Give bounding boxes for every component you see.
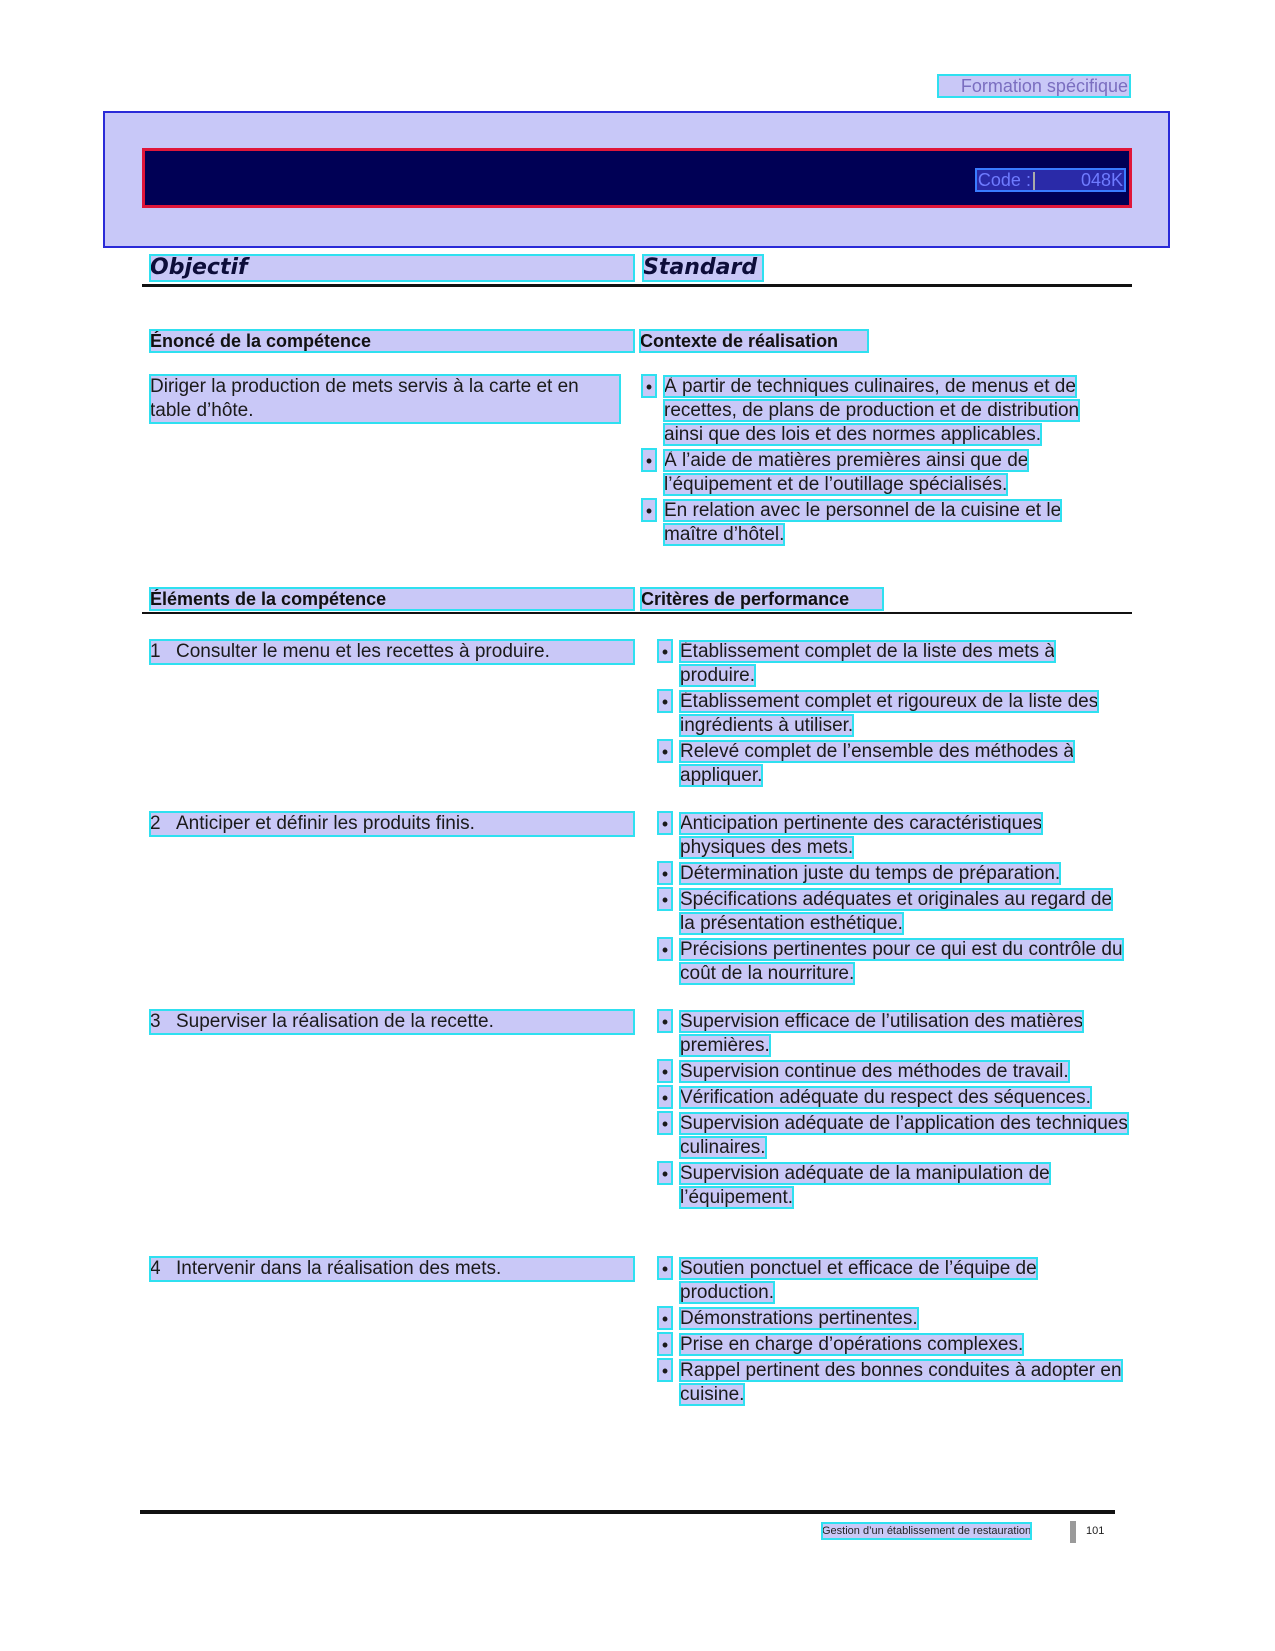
criterion-item (661, 938, 1130, 986)
competence-statement: Diriger la production de mets servis à la carte et en table d’hôte. (150, 375, 620, 423)
criterion-item-text: Supervision efficace de l’utilisation des matières premières. (680, 1011, 1084, 1056)
bullet-icon: • (658, 690, 672, 712)
bullet-icon: • (658, 1359, 672, 1381)
competence-elements-heading: Éléments de la compétence (150, 588, 634, 610)
criterion-item-text: Détermination juste du temps de préparation. (680, 863, 1061, 884)
element-number: 2 (150, 813, 161, 834)
footer-separator (1070, 1521, 1076, 1543)
code-label: Code : (977, 170, 1031, 190)
criterion-item (661, 862, 1130, 886)
bullet-icon: • (658, 1307, 672, 1329)
criterion-item-text: Soutien ponctuel et efficace de l’équipe de production. (680, 1258, 1037, 1303)
code-separator (1033, 172, 1035, 190)
document-section-label: Formation spécifique (938, 75, 1130, 97)
criterion-item (661, 1307, 1130, 1331)
competence-statement-heading: Énoncé de la compétence (150, 330, 634, 352)
criterion-item (661, 690, 1130, 738)
criterion-item (661, 640, 1130, 688)
code-banner (142, 148, 1132, 208)
element-number: 4 (150, 1258, 161, 1279)
bullet-icon: • (658, 812, 672, 834)
criterion-item-text: Supervision adéquate de l’application des techniques culinaires. (680, 1113, 1128, 1158)
criterion-item-text: Démonstrations pertinentes. (680, 1308, 918, 1329)
section-rule (142, 612, 1132, 614)
element-label: Anticiper et définir les produits finis. (176, 813, 475, 834)
bullet-icon: • (658, 1333, 672, 1355)
competence-element-1 (150, 640, 634, 664)
element-number: 1 (150, 641, 161, 662)
performance-criteria-heading: Critères de performance (641, 588, 883, 610)
code-value: 048K (1080, 170, 1123, 190)
realization-context-list (645, 375, 1119, 549)
criterion-item-text: Vérification adéquate du respect des séquences. (680, 1087, 1091, 1108)
criterion-item-text: Établissement complet et rigoureux de la liste des ingrédients à utiliser. (680, 691, 1099, 736)
criterion-item (661, 1162, 1130, 1210)
bullet-icon: • (658, 1086, 672, 1108)
standard-column-heading: Standard (643, 255, 763, 281)
criterion-item (661, 888, 1130, 936)
code-field (976, 169, 1125, 191)
performance-criteria-list (661, 640, 1130, 790)
context-bullet-item-text: À partir de techniques culinaires, de menus et de recettes, de plans de production et de distribution ainsi que des lois et des normes applicables. (664, 376, 1080, 445)
criterion-item-text: Supervision adéquate de la manipulation de l’équipement. (680, 1163, 1050, 1208)
criterion-item-text: Rappel pertinent des bonnes conduites à adopter en cuisine. (680, 1360, 1122, 1405)
criterion-item (661, 740, 1130, 788)
competence-element-3 (150, 1010, 634, 1034)
bullet-icon: • (658, 1010, 672, 1032)
bullet-icon: • (642, 375, 656, 397)
footer-page-number: 101 (1086, 1525, 1105, 1537)
bullet-icon: • (658, 1257, 672, 1279)
bullet-icon: • (658, 938, 672, 960)
element-label: Intervenir dans la réalisation des mets. (176, 1258, 502, 1279)
criterion-item (661, 1060, 1130, 1084)
performance-criteria-list (661, 1257, 1130, 1409)
context-bullet-item-text: En relation avec le personnel de la cuisine et le maître d’hôtel. (664, 500, 1062, 545)
element-number: 3 (150, 1011, 161, 1032)
performance-criteria-list (661, 1010, 1130, 1212)
competence-element-4 (150, 1257, 634, 1281)
criterion-item-text: Supervision continue des méthodes de travail. (680, 1061, 1069, 1082)
criterion-item (661, 812, 1130, 860)
footer-rule (140, 1510, 1115, 1514)
criterion-item (661, 1257, 1130, 1305)
element-label: Superviser la réalisation de la recette. (176, 1011, 494, 1032)
criterion-item (661, 1086, 1130, 1110)
performance-criteria-list (661, 812, 1130, 988)
bullet-icon: • (642, 449, 656, 471)
bullet-icon: • (658, 1162, 672, 1184)
context-bullet-item (645, 499, 1119, 547)
criterion-item-text: Spécifications adéquates et originales au regard de la présentation esthétique. (680, 889, 1113, 934)
criterion-item (661, 1112, 1130, 1160)
context-bullet-item-text: À l’aide de matières premières ainsi que de l’équipement et de l’outillage spécialisés. (664, 450, 1029, 495)
criterion-item-text: Prise en charge d’opérations complexes. (680, 1334, 1024, 1355)
criterion-item (661, 1359, 1130, 1407)
bullet-icon: • (658, 1060, 672, 1082)
competence-element-2 (150, 812, 634, 836)
heading-rule (142, 284, 1132, 287)
realization-context-heading: Contexte de réalisation (640, 330, 868, 352)
criterion-item-text: Anticipation pertinente des caractéristiques physiques des mets. (680, 813, 1043, 858)
bullet-icon: • (658, 640, 672, 662)
bullet-icon: • (658, 862, 672, 884)
criterion-item-text: Établissement complet de la liste des mets à produire. (680, 641, 1055, 686)
criterion-item-text: Relevé complet de l’ensemble des méthodes à appliquer. (680, 741, 1074, 786)
context-bullet-item (645, 375, 1119, 447)
criterion-item-text: Précisions pertinentes pour ce qui est du contrôle du coût de la nourriture. (680, 939, 1123, 984)
context-bullet-item (645, 449, 1119, 497)
element-label: Consulter le menu et les recettes à produire. (176, 641, 550, 662)
objective-column-heading: Objectif (150, 255, 634, 281)
bullet-icon: • (658, 740, 672, 762)
criterion-item (661, 1333, 1130, 1357)
criterion-item (661, 1010, 1130, 1058)
bullet-icon: • (658, 1112, 672, 1134)
bullet-icon: • (642, 499, 656, 521)
bullet-icon: • (658, 888, 672, 910)
footer-program-name: Gestion d’un établissement de restauration (822, 1525, 1032, 1537)
